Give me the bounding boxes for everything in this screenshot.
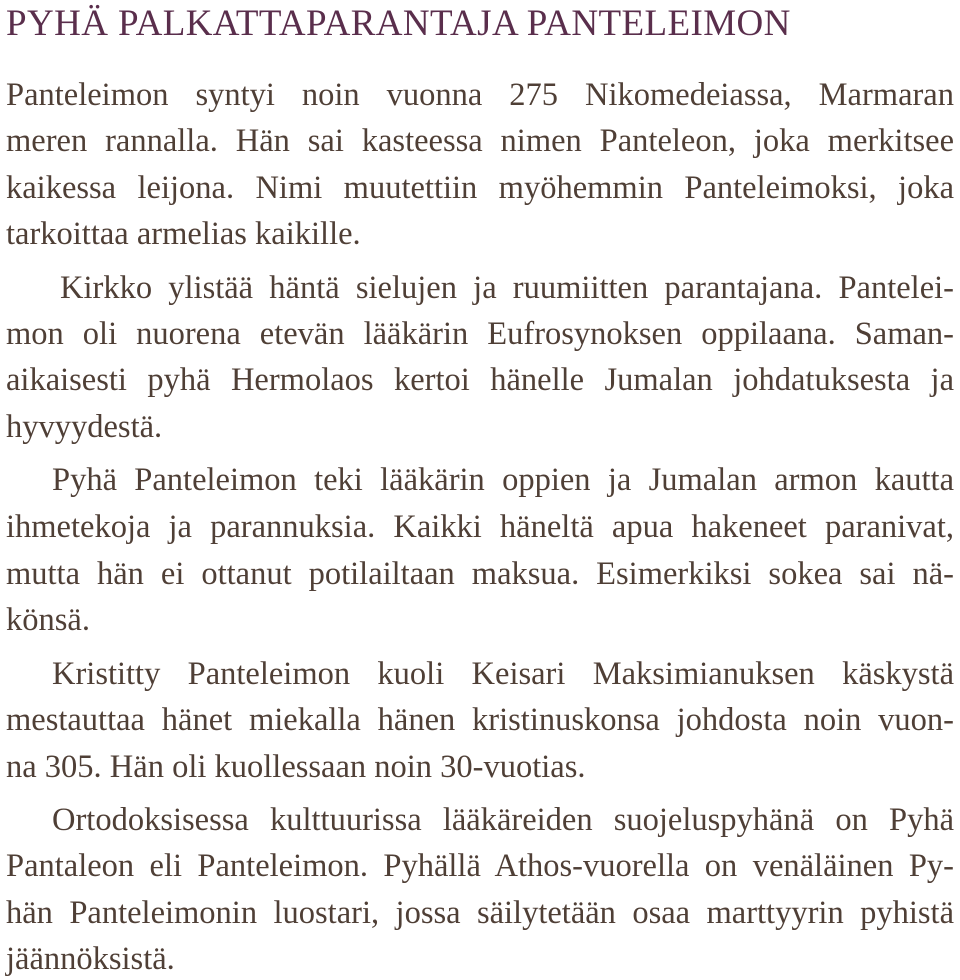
paragraph-4-line-3: na 305. Hän oli kuollessaan noin 30-vuotias. [6, 749, 586, 785]
paragraph-1-line-1: Panteleimon syntyi noin vuonna 275 Nikomedeiassa, Marmaran [6, 77, 954, 113]
paragraph-2-line-3: aikaisesti pyhä Hermolaos kertoi hänelle Jumalan johdatuksesta ja [6, 362, 954, 398]
paragraph-5-line-3: hän Panteleimonin luostari, jossa säilytetään osaa marttyyrin pyhistä [6, 895, 954, 931]
paragraph-2-line-4: hyvyydestä. [6, 409, 163, 445]
document-title: PYHÄ PALKATTAPARANTAJA PANTELEIMON [6, 3, 791, 44]
paragraph-3-line-4: könsä. [6, 602, 90, 638]
paragraph-1-line-3: kaikessa leijona. Nimi muutettiin myöhemmin Panteleimoksi, joka [6, 170, 954, 206]
paragraph-3-line-2: ihmetekoja ja parannuksia. Kaikki häneltä apua hakeneet paranivat, [6, 509, 954, 545]
paragraph-1-line-4: tarkoittaa armelias kaikille. [6, 216, 361, 252]
paragraph-2-line-2: mon oli nuorena etevän lääkärin Eufrosynoksen oppilaana. Saman- [6, 316, 954, 352]
paragraph-1-line-2: meren rannalla. Hän sai kasteessa nimen Panteleon, joka merkitsee [6, 123, 954, 159]
paragraph-3-line-3: mutta hän ei ottanut potilailtaan maksua. Esimerkiksi sokea sai nä- [6, 556, 954, 592]
paragraph-4-line-1: Kristitty Panteleimon kuoli Keisari Maksimianuksen käskystä [52, 656, 954, 692]
paragraph-3-line-1: Pyhä Panteleimon teki lääkärin oppien ja Jumalan armon kautta [52, 462, 954, 498]
paragraph-5-line-1: Ortodoksisessa kulttuurissa lääkäreiden suojeluspyhänä on Pyhä [52, 802, 954, 838]
paragraph-2-line-1: Kirkko ylistää häntä sielujen ja ruumiitten parantajana. Pantelei- [60, 270, 954, 306]
paragraph-5-line-2: Pantaleon eli Panteleimon. Pyhällä Athos-vuorella on venäläinen Py- [6, 848, 954, 884]
paragraph-4-line-2: mestauttaa hänet miekalla hänen kristinuskonsa johdosta noin vuon- [6, 702, 954, 738]
paragraph-5-line-4: jäännöksistä. [6, 941, 175, 977]
